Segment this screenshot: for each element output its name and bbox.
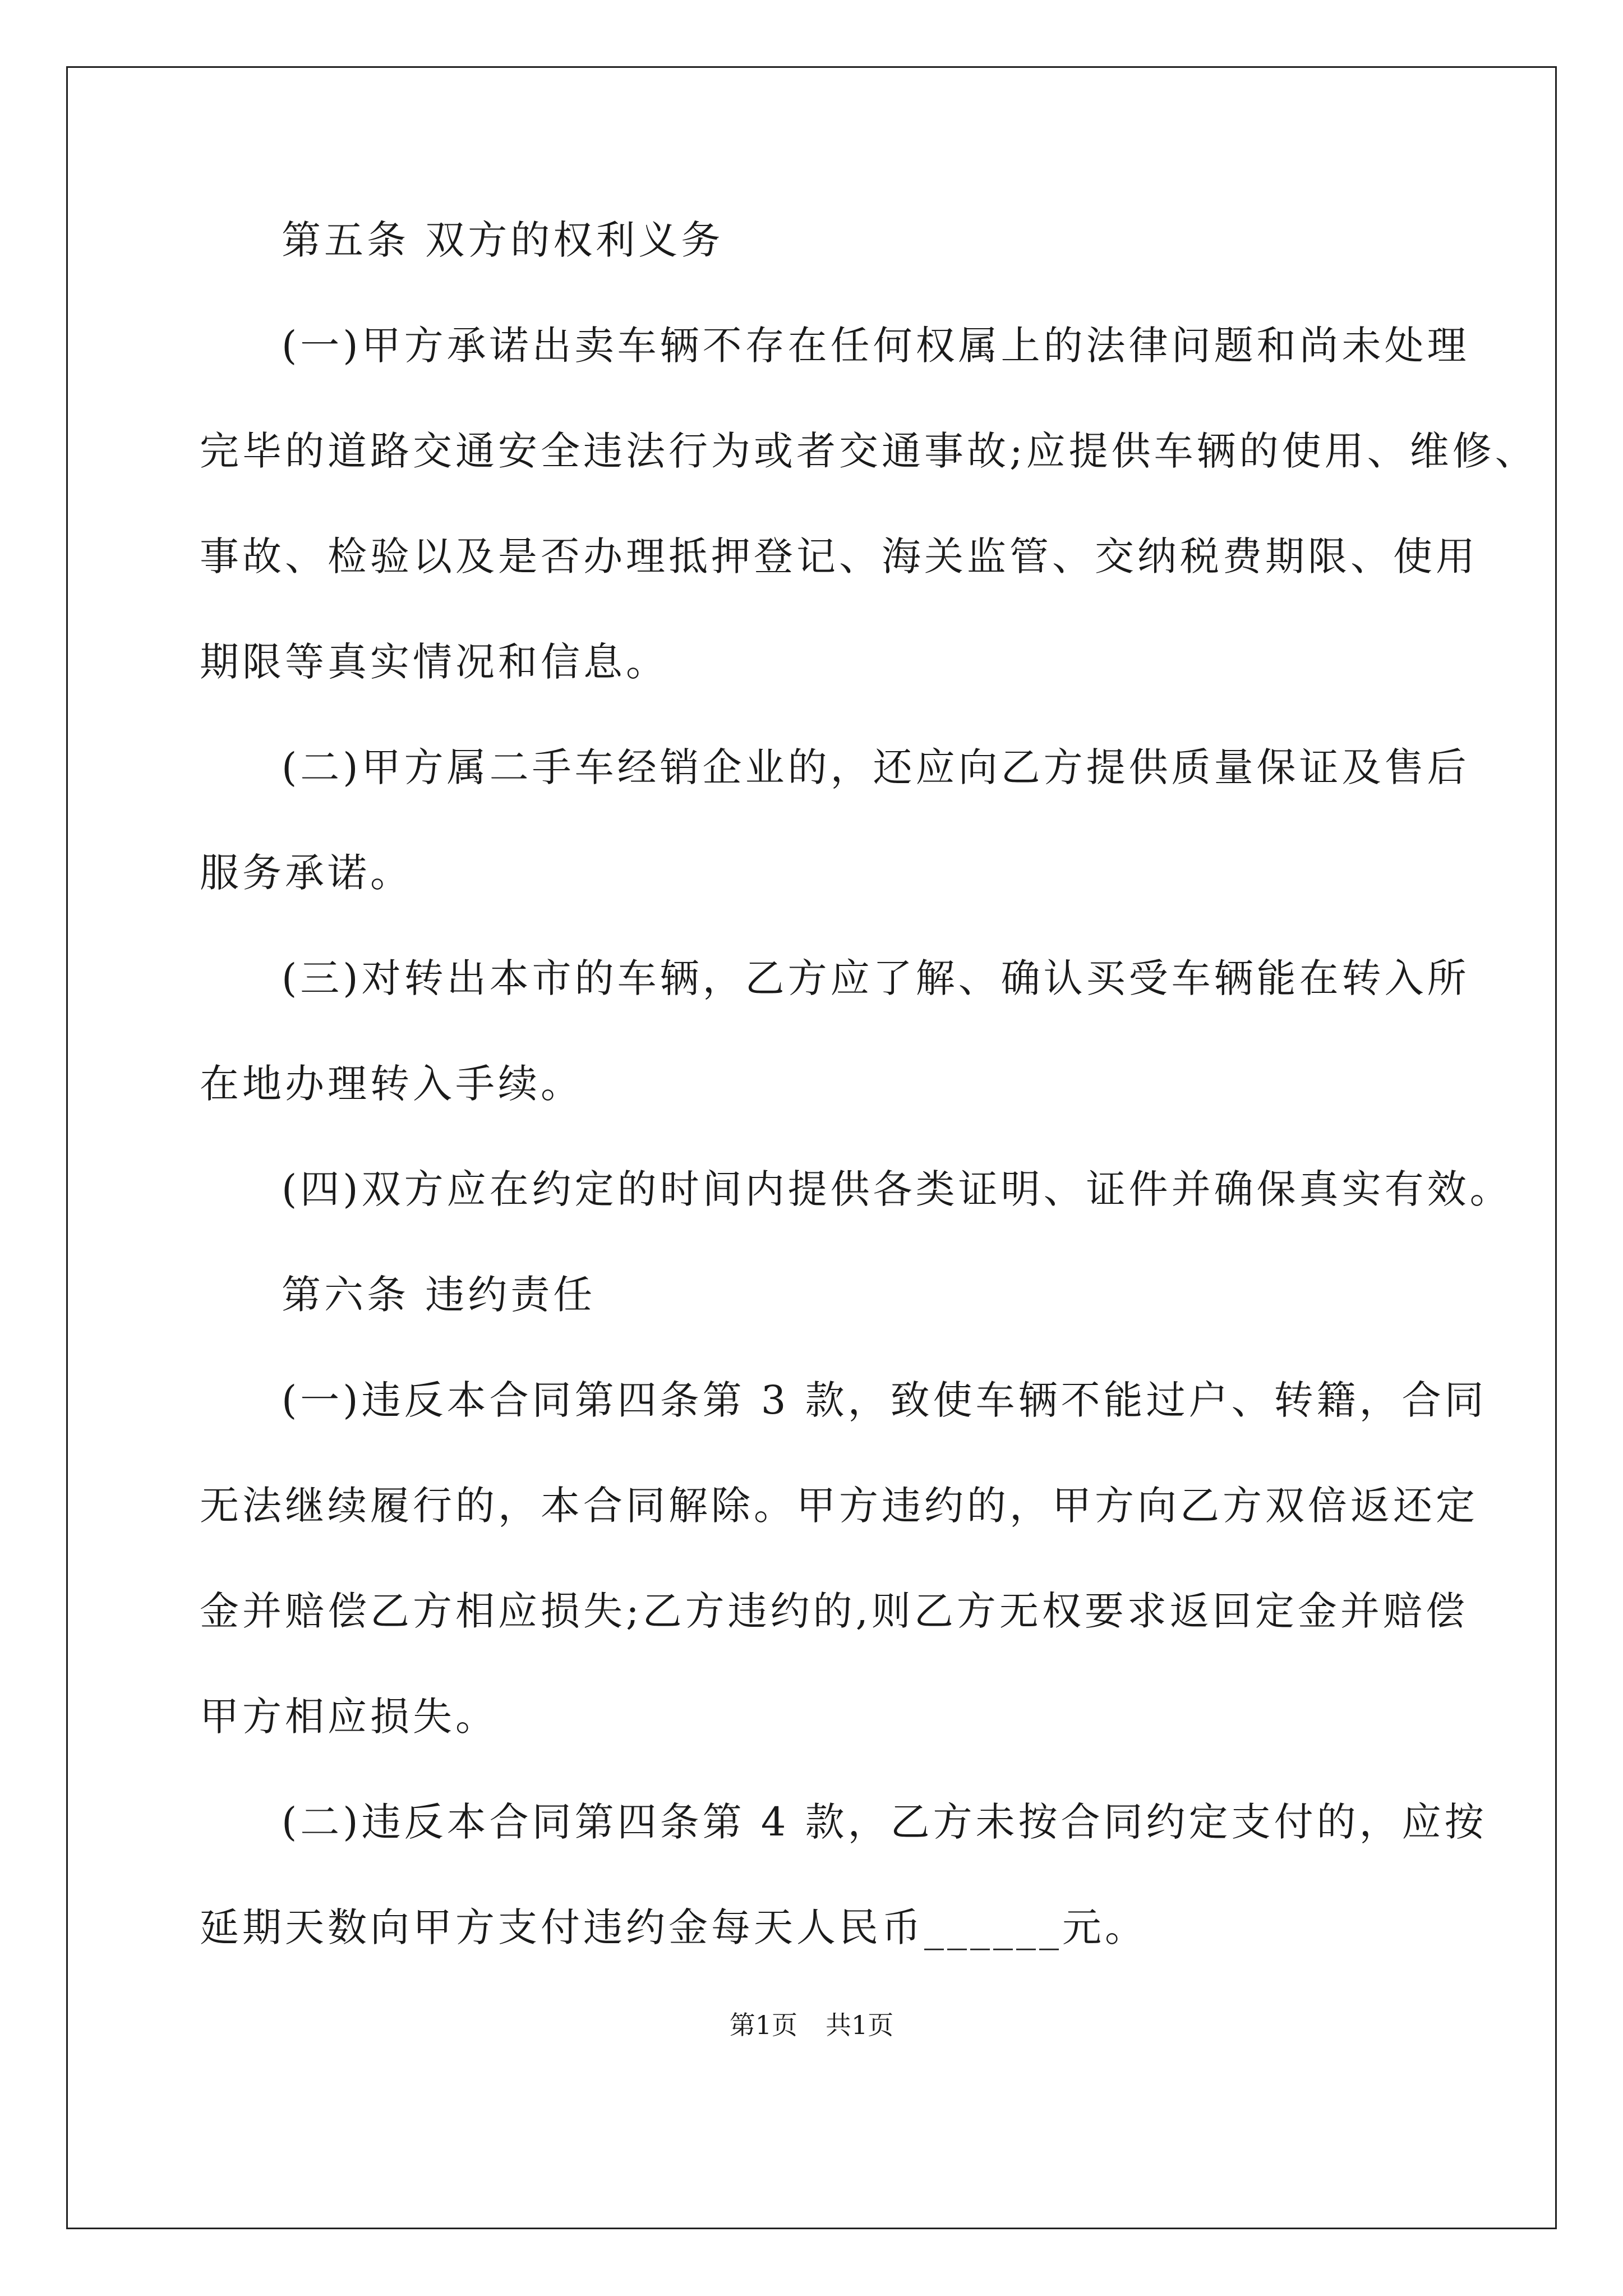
text-line: 期限等真实情况和信息。 — [200, 639, 668, 685]
document-body — [200, 213, 1538, 1954]
text-line: (二)违反本合同第四条第 4 款，乙方未按合同约定支付的，应按 — [282, 1799, 1487, 1845]
clause-5-4 — [200, 1162, 1513, 1216]
text-line: 第六条 违约责任 — [282, 1272, 596, 1318]
text-line: 第五条 双方的权利义务 — [282, 217, 724, 263]
text-line: 事故、检验以及是否办理抵押登记、海关监管、交纳税费期限、使用 — [200, 533, 1478, 579]
text-line: 完毕的道路交通安全违法行为或者交通事故;应提供车辆的使用、维修、 — [200, 428, 1538, 474]
clause-5-3 — [200, 951, 1470, 1111]
text-line: (三)对转出本市的车辆，乙方应了解、确认买受车辆能在转入所 — [282, 955, 1470, 1001]
clause-5-1 — [200, 319, 1538, 689]
text-line: 金并赔偿乙方相应损失;乙方违约的,则乙方无权要求返回定金并赔偿 — [200, 1588, 1468, 1634]
text-line: (一)甲方承诺出卖车辆不存在任何权属上的法律问题和尚未处理 — [282, 323, 1470, 369]
page-number-total: 共1页 — [826, 2010, 894, 2040]
page-number-current: 第1页 — [729, 2010, 797, 2040]
text-line: (二)甲方属二手车经销企业的，还应向乙方提供质量保证及售后 — [282, 744, 1470, 790]
text-line: (一)违反本合同第四条第 3 款，致使车辆不能过户、转籍，合同 — [282, 1377, 1487, 1423]
text-line: 延期天数向甲方支付违约金每天人民币______元。 — [200, 1904, 1147, 1950]
clause-6-2 — [200, 1795, 1487, 1954]
page-footer — [0, 2008, 1623, 2042]
text-line: 甲方相应损失。 — [200, 1694, 498, 1740]
text-line: (四)双方应在约定的时间内提供各类证明、证件并确保真实有效。 — [282, 1166, 1513, 1212]
text-line: 在地办理转入手续。 — [200, 1061, 583, 1107]
article-6-heading — [200, 1268, 1422, 1322]
clause-6-1 — [200, 1373, 1487, 1743]
text-line: 无法继续履行的，本合同解除。甲方违约的，甲方向乙方双倍返还定 — [200, 1483, 1478, 1529]
text-line: 服务承诺。 — [200, 850, 413, 896]
article-5-heading — [200, 213, 1422, 267]
clause-5-2 — [200, 740, 1470, 900]
